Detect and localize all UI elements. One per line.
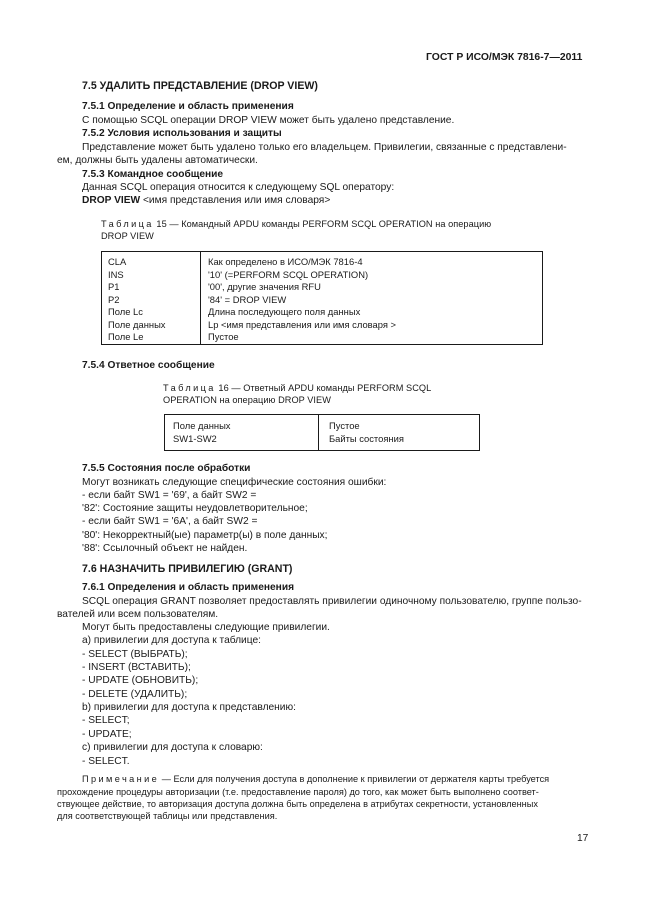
syntax-keyword: DROP VIEW (82, 195, 141, 206)
syntax-argument: <имя представления или имя словаря> (140, 195, 331, 206)
table-16-caption-text: 16 — Ответный APDU команды PERFORM SCQL (215, 383, 432, 393)
note-line-1 (82, 773, 549, 785)
section-7-5-5-title: 7.5.5 Состояния после обработки (82, 463, 251, 474)
table-15-caption-line-1 (101, 218, 491, 231)
status-line: '80': Некорректный(ые) параметр(ы) в поле данных; (82, 530, 328, 541)
table-15-field-column (108, 256, 196, 344)
table-15-value: Как определено в ИСО/МЭК 7816-4 (208, 256, 363, 267)
table-15-field: CLA (108, 256, 127, 267)
table-16-caption-line-2: OPERATION на операцию DROP VIEW (163, 395, 331, 405)
standard-header: ГОСТ Р ИСО/МЭК 7816-7—2011 (426, 52, 583, 63)
table-15-field: Поле Lc (108, 306, 143, 317)
table-16-field: Поле данных (173, 420, 231, 431)
privilege-list-item: - SELECT (ВЫБРАТЬ); (82, 649, 188, 660)
table-15-value: '84' = DROP VIEW (208, 293, 287, 305)
note-label: Примечание (82, 774, 160, 784)
table-15-caption-word: Таблица (101, 219, 154, 229)
status-line: - если байт SW1 = '69', а байт SW2 = (82, 490, 257, 501)
table-15-field: P1 (108, 281, 120, 292)
section-7-5-2-title: 7.5.2 Условия использования и защиты (82, 128, 282, 139)
table-16-field: SW1-SW2 (173, 432, 217, 444)
section-7-6-title: 7.6 НАЗНАЧИТЬ ПРИВИЛЕГИЮ (GRANT) (82, 563, 293, 575)
note-line-2: прохождение процедуры авторизации (т.е. предоставление пароля) до того, как может быть выполнено соответ- (57, 787, 539, 797)
table-16-caption-line-1 (163, 382, 431, 395)
table-15-value: Пустое (208, 331, 239, 342)
status-line: - если байт SW1 = '6A', а байт SW2 = (82, 516, 258, 527)
table-15-caption-text: 15 — Командный APDU команды PERFORM SCQL OPERATION на операцию (153, 219, 492, 229)
table-15-field: Поле данных (108, 318, 166, 330)
section-7-5-3-title: 7.5.3 Командное сообщение (82, 169, 224, 180)
privilege-list-item: b) привилегии для доступа к представлению: (82, 702, 296, 713)
table-15-field: INS (108, 268, 124, 280)
privilege-list-item: - SELECT; (82, 715, 130, 726)
section-7-5-1-title: 7.5.1 Определение и область применения (82, 101, 294, 112)
table-15-value: Lp <имя представления или имя словаря > (208, 318, 397, 330)
section-7-5-2-text-line-2: ем, должны быть удалены автоматически. (57, 155, 258, 166)
section-7-6-1-text-line-1: SCQL операция GRANT позволяет предоставлять привилегии одиночному пользователю, группе пользо- (82, 596, 582, 607)
status-line: '88': Ссылочный объект не найден. (82, 543, 248, 554)
table-15 (101, 251, 543, 345)
section-7-5-title: 7.5 УДАЛИТЬ ПРЕДСТАВЛЕНИЕ (DROP VIEW) (82, 80, 318, 92)
note-text: — Если для получения доступа в дополнение к привилегии от держателя карты требуется (159, 774, 550, 784)
table-15-field: P2 (108, 293, 120, 305)
section-7-5-3-text: Данная SCQL операция относится к следующему SQL оператору: (82, 182, 395, 193)
privilege-list-item: - DELETE (УДАЛИТЬ); (82, 689, 188, 700)
privilege-list-item: - UPDATE; (82, 729, 132, 740)
table-15-field: Поле Le (108, 331, 144, 342)
table-16-value: Байты состояния (329, 432, 404, 444)
table-15-value: Длина последующего поля данных (208, 306, 361, 317)
table-15-divider (200, 252, 201, 344)
table-15-caption-line-2: DROP VIEW (101, 231, 154, 241)
table-16-divider (318, 415, 319, 450)
note-line-3: ствующее действие, то авторизация доступа должна быть определена в атрибутах секретности, установленных (57, 799, 538, 809)
privilege-list-item: c) привилегии для доступа к словарю: (82, 742, 263, 753)
privilege-list-item: - UPDATE (ОБНОВИТЬ); (82, 675, 199, 686)
status-line: Могут возникать следующие специфические состояния ошибки: (82, 477, 387, 488)
page-number: 17 (577, 833, 589, 844)
table-15-value: '10' (=PERFORM SCQL OPERATION) (208, 268, 369, 280)
table-16-field-column (173, 420, 313, 450)
section-7-5-4-title: 7.5.4 Ответное сообщение (82, 360, 215, 371)
section-7-6-1-text-line-2: вателей или всем пользователям. (57, 609, 219, 620)
section-7-5-1-text: С помощью SCQL операции DROP VIEW может быть удалено представление. (82, 115, 455, 126)
note-line-4: для соответствующей таблицы или представления. (57, 811, 278, 821)
privilege-list-item: Могут быть предоставлены следующие привилегии. (82, 622, 330, 633)
drop-view-syntax (82, 194, 330, 207)
table-16-value: Пустое (329, 420, 360, 431)
privilege-list-item: - INSERT (ВСТАВИТЬ); (82, 662, 191, 673)
table-15-value: '00', другие значения RFU (208, 281, 321, 292)
table-16 (164, 414, 480, 451)
table-16-value-column (329, 420, 475, 450)
privilege-list-item: a) привилегии для доступа к таблице: (82, 635, 261, 646)
privilege-list-item: - SELECT. (82, 756, 130, 767)
table-16-caption-word: Таблица (163, 383, 216, 393)
status-line: '82': Состояние защиты неудовлетворительное; (82, 503, 308, 514)
section-7-5-2-text-line-1: Представление может быть удалено только его владельцем. Привилегии, связанные с представлени- (82, 142, 567, 153)
section-7-6-1-title: 7.6.1 Определения и область применения (82, 582, 295, 593)
table-15-value-column (208, 256, 538, 344)
